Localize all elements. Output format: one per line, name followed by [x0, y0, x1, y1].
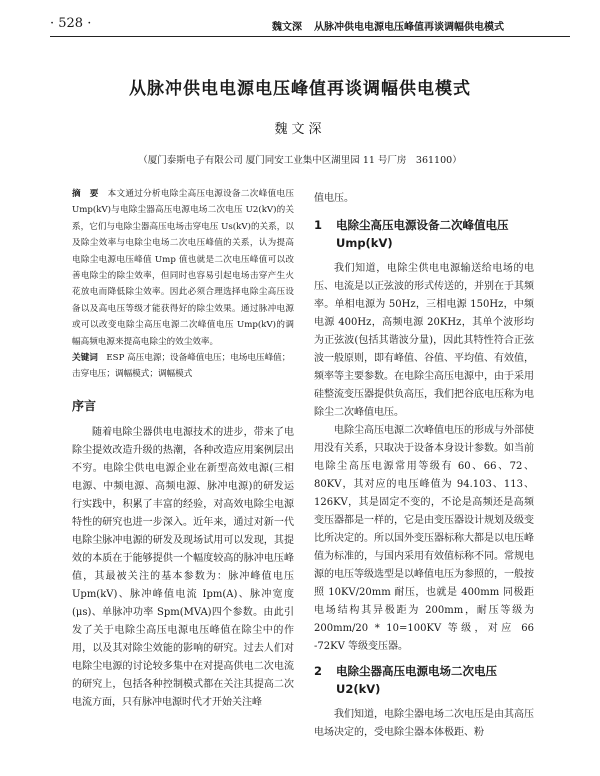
keywords-text: ESP 高压电源；设备峰值电压；电场电压峰值；击穿电压；调幅模式；调幅模式 [72, 353, 291, 380]
section1-paragraph-2: 电除尘高压电源二次峰值电压的形成与外部使用没有关系，只取决于设备本身设计参数。如当前电除尘高压电源常用等级有 60、66、72、80KV，其对应的电压峰值为 94.103、113、126KV，其是固定不变的，不论是高频还是高频变压器都是一样的，它是由变压器设计规划及级变比所决定的。所以国外变压器标称大都是以电压峰值为标准的，与国内采用有效值标称不同。常规电源的电压等级选型是以峰值电压为参照的，一般按照 10KV/20mm 耐压，也就是 400mm 同极距电场结构其异极距为 200mm，耐压等级为 200mm/20 * 10=100KV 等级，对应 66 -72KV 等级变压器。 [314, 425, 534, 652]
keywords-label: 关键词 [72, 353, 98, 364]
keywords [72, 350, 294, 383]
paper-author: 魏文深 [274, 122, 326, 137]
abstract-label: 摘 要 [72, 189, 99, 199]
section2-number: 2 [314, 664, 323, 678]
abstract [72, 186, 294, 350]
section2-title: 电除尘器高压电源电场二次电压 U2(kV) [336, 664, 497, 696]
running-title [272, 18, 504, 33]
author-affiliation: （厦门泰斯电子有限公司 厦门同安工业集中区湖里园 11 号厂房 361100） [138, 155, 462, 166]
section1-heading [314, 216, 534, 252]
paper-title: 从脉冲供电电源电压峰值再谈调幅供电模式 [129, 79, 471, 99]
running-header [50, 12, 570, 34]
section1-paragraph-1: 我们知道，电除尘供电电源输送给电场的电压、电流是以正弦波的形式传送的，并别在于其频率。单相电源为 50Hz，三相电源 150Hz，中频电源 400Hz，高频电源 20KHz，其单个波形均为正弦波(包括其谐波分量)，因此其特性符合正弦波一般原则，即有峰值、谷值、平均值、有效值，频率等主要参数。在电除尘高压电源中，由于采用硅整流变压器提供负高压，我们把谷底电压称为电除尘二次峰值电压。 [314, 263, 534, 418]
section1-number: 1 [314, 218, 323, 232]
section2-heading [314, 662, 534, 698]
header-rule [50, 36, 570, 37]
section2-paragraph-1: 我们知道，电除尘器电场二次电压是由其高压电场决定的，受电除尘器本体极距、粉 [314, 709, 534, 738]
running-title-text: 从脉冲供电电源电压峰值再谈调幅供电模式 [314, 22, 504, 33]
running-author: 魏文深 [272, 22, 302, 33]
continued-text: 值电压。 [314, 193, 354, 204]
intro-heading: 序言 [72, 398, 97, 413]
intro-paragraph: 随着电除尘器供电电源技术的进步，带来了电除尘提效改造升级的热潮，各种改造应用案例层出不穷。电除尘供电电源企业在新型高效电源(三相电源、中频电源、高频电源、脉冲电源)的研发运行实践中，积累了丰富的经验，对高效电除尘电源特性的研究也进一步深入。近年来，通过对新一代电除尘脉冲电源的研发及现场试用可以发现，其提效的本质在于能够提供一个幅度较高的脉冲电压峰值，其最被关注的基本参数为：脉冲峰值电压 Upm(kV)、脉冲峰值电流 Ipm(A)、脉冲宽度(μs)、单脉冲功率 Spm(MVA)四个参数。由此引发了关于电除尘高压电源电压峰值在除尘中的作用，以及其对除尘效能的影响的研究。过去人们对电除尘电源的讨论较多集中在对提高供电二次电流的研究上，包括各种控制模式都在关注其提高二次电流方面，只有脉冲电源时代才开始关注峰 [72, 426, 294, 708]
abstract-text: 本文通过分析电除尘高压电源设备二次峰值电压 Ump(kV)与电除尘器高压电源电场二次电压 U2(kV)的关系，它们与电除尘器高压电场击穿电压 Us(kV)的关系，以及除尘效率与电除尘电场二次电压峰值的关系，认为提高电除尘电源电压峰值 Ump 值也就是二次电压峰值可以改善电除尘的除尘效率，但同时也容易引起电场击穿产生火花放电而降低除尘效率。因此必须合理选择电除尘高压设备以及高电压等级才能获得好的除尘效果。通过脉冲电源或可以改变电除尘高压电源二次峰值电压 Ump(kV)的调幅高频电源来提高电除尘的效尘效率。 [72, 189, 294, 347]
section1-title: 电除尘高压电源设备二次峰值电压 Ump(kV) [336, 218, 509, 250]
left-column [72, 186, 294, 712]
page-number: · 528 · [50, 16, 92, 31]
right-column [314, 190, 534, 742]
